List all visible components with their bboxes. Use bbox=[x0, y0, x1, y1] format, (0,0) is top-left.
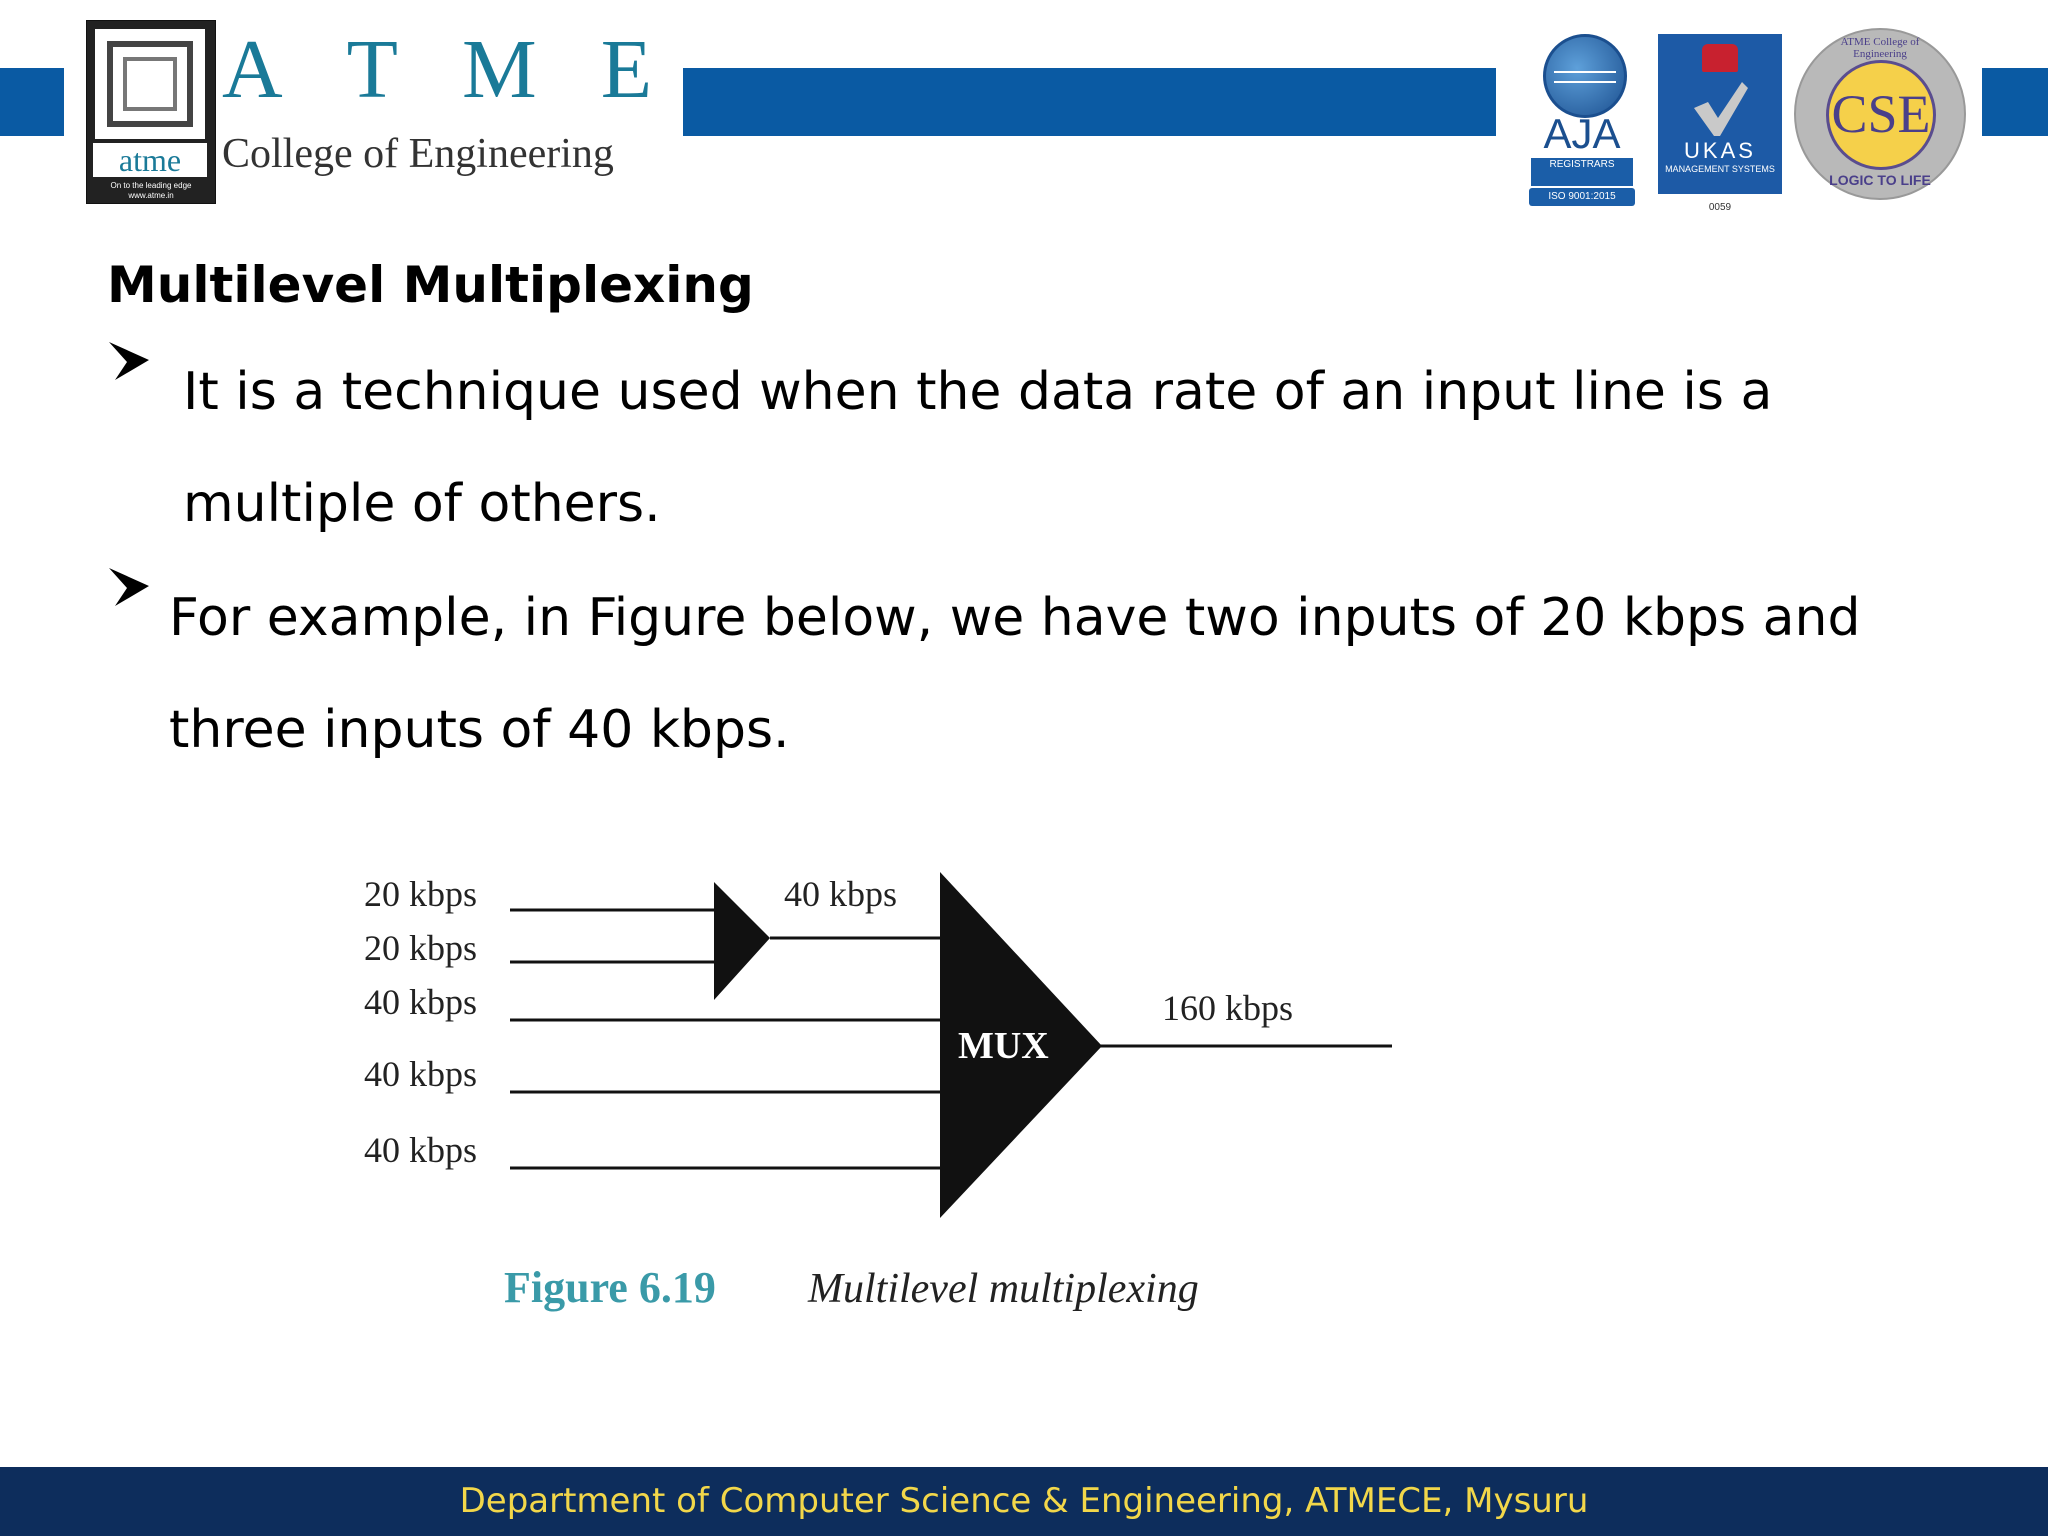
cse-ring-bottom-text: LOGIC TO LIFE bbox=[1829, 172, 1931, 188]
figure-caption-number: Figure 6.19 bbox=[504, 1263, 716, 1312]
aja-iso-label: ISO 9001:2015 bbox=[1529, 188, 1635, 206]
footer-banner: Department of Computer Science & Engineering, ATMECE, Mysuru bbox=[0, 1467, 2048, 1536]
intermediate-rate-label: 40 kbps bbox=[784, 874, 898, 914]
header-bar-right bbox=[1982, 68, 2048, 136]
header-bar-middle bbox=[683, 68, 1496, 136]
mux-label: MUX bbox=[958, 1025, 1049, 1067]
atme-logo-wordmark: atme bbox=[93, 143, 207, 177]
arrow-bullet-icon bbox=[107, 336, 151, 388]
atme-logo bbox=[86, 20, 216, 204]
ukas-subtitle: MANAGEMENT SYSTEMS bbox=[1665, 164, 1775, 174]
cse-logo-text: CSE bbox=[1831, 84, 1931, 144]
arrow-bullet-icon bbox=[107, 562, 151, 614]
input-label: 40 kbps bbox=[364, 1054, 478, 1094]
ukas-logo bbox=[1658, 34, 1782, 194]
logo-url-text: www.atme.in bbox=[128, 191, 174, 200]
aja-registrars-logo bbox=[1527, 30, 1637, 208]
atme-logo-frame bbox=[95, 29, 205, 139]
aja-logo-text: AJA bbox=[1543, 110, 1621, 157]
ukas-number: 0059 bbox=[1708, 202, 1732, 213]
header-bar-left bbox=[0, 68, 64, 136]
bullet-text: It is a technique used when the data rate of an input line is a multiple of others. bbox=[183, 362, 1773, 534]
figure-caption-text: Multilevel multiplexing bbox=[808, 1266, 1199, 1312]
cse-ring-top-text: ATME College of Engineering bbox=[1840, 36, 1920, 60]
input-label: 40 kbps bbox=[364, 982, 478, 1022]
atme-logo-tagline bbox=[87, 181, 215, 201]
ukas-logo-text: UKAS bbox=[1684, 138, 1756, 163]
atme-brand-letters bbox=[222, 23, 652, 116]
checkmark-icon bbox=[1690, 78, 1750, 140]
globe-icon bbox=[1543, 34, 1627, 118]
first-level-mux bbox=[714, 882, 770, 1000]
brand-letter: A bbox=[222, 23, 283, 116]
crown-icon bbox=[1702, 44, 1738, 72]
multiplexing-diagram bbox=[330, 860, 1430, 1340]
diagram-svg bbox=[330, 860, 1430, 1340]
aja-registrars-label: REGISTRARS bbox=[1531, 158, 1633, 186]
bullet-text: For example, in Figure below, we have two inputs of 20 kbps and three inputs of 40 kbps. bbox=[169, 588, 1861, 760]
logo-tagline-text: On to the leading edge bbox=[110, 181, 192, 190]
brand-letter: M bbox=[461, 23, 537, 116]
output-rate-label: 160 kbps bbox=[1162, 988, 1294, 1028]
input-label: 40 kbps bbox=[364, 1130, 478, 1170]
brand-letter: E bbox=[600, 23, 652, 116]
input-label: 20 kbps bbox=[364, 874, 478, 914]
brand-letter: T bbox=[346, 23, 398, 116]
input-label: 20 kbps bbox=[364, 928, 478, 968]
cse-department-logo bbox=[1794, 28, 1966, 200]
slide-title: Multilevel Multiplexing bbox=[107, 256, 754, 314]
college-name: College of Engineering bbox=[222, 131, 614, 177]
cse-logo-inner bbox=[1826, 60, 1936, 170]
